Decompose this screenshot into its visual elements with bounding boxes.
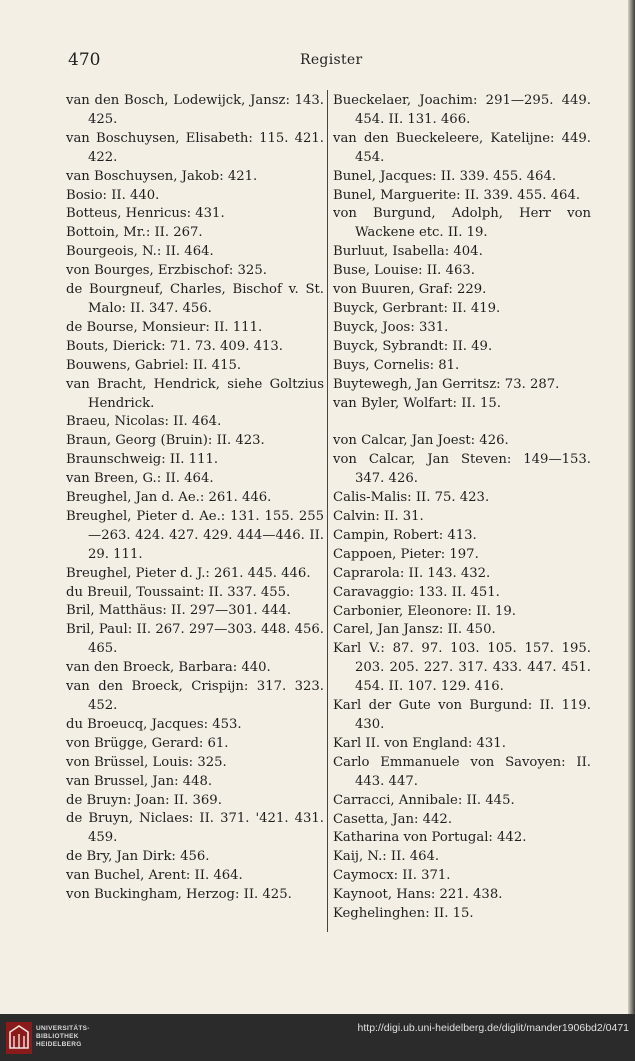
index-entry: Breughel, Pieter d. Ae.: 131. 155. 255—263. 424. 427. 429. 444—446. II. 29. 111. xyxy=(66,508,324,562)
index-entry: Bunel, Marguerite: II. 339. 455. 464. xyxy=(333,187,581,203)
index-entry: van den Bueckeleere, Katelijne: 449. 454. xyxy=(333,130,591,165)
index-entry: Burluut, Isabella: 404. xyxy=(333,244,483,260)
index-entry: Braun, Georg (Bruin): II. 423. xyxy=(66,433,265,449)
letter-gap xyxy=(333,413,591,432)
index-entry: Buytewegh, Jan Gerritsz: 73. 287. xyxy=(333,376,560,392)
index-entry: Carel, Jan Jansz: II. 450. xyxy=(333,622,496,638)
index-entry: de Bourgneuf, Charles, Bischof v. St. Malo: II. 347. 456. xyxy=(66,282,324,316)
library-name: UNIVERSITÄTS- BIBLIOTHEK HEIDELBERG xyxy=(36,1025,90,1048)
index-column-left xyxy=(66,92,324,905)
index-entry: Cappoen, Pieter: 197. xyxy=(333,546,479,562)
index-entry: Breughel, Jan d. Ae.: 261. 446. xyxy=(66,490,272,506)
index-entry: Calvin: II. 31. xyxy=(333,509,424,525)
index-entry: Buse, Louise: II. 463. xyxy=(333,263,475,279)
index-entry: Bril, Paul: II. 267. 297—303. 448. 456. 465. xyxy=(66,622,324,657)
index-entry: Buyck, Sybrandt: II. 49. xyxy=(333,338,493,354)
index-entry: van den Bosch, Lodewijck, Jansz: 143. 425. xyxy=(66,93,324,127)
index-entry: Karl V.: 87. 97. 103. 105. 157. 195. 203. 205. 227. 317. 433. 447. 451. 454. II. 107. 129. 416. xyxy=(333,641,591,695)
index-entry: Casetta, Jan: 442. xyxy=(333,811,453,827)
index-entry: Keghelinghen: II. 15. xyxy=(333,906,474,922)
running-head: Register xyxy=(300,52,363,68)
index-entry: Katharina von Portugal: 442. xyxy=(333,830,527,846)
index-entry: van Boschuysen, Jakob: 421. xyxy=(66,168,258,184)
index-entry: Buyck, Gerbrant: II. 419. xyxy=(333,300,501,316)
index-entry: von Calcar, Jan Steven: 149—153. 347. 426. xyxy=(333,452,591,487)
index-entry: du Breuil, Toussaint: II. 337. 455. xyxy=(66,584,291,600)
index-entry: Bueckelaer, Joachim: 291—295. 449. 454. II. 131. 466. xyxy=(333,93,591,127)
index-entry: van Brussel, Jan: 448. xyxy=(66,773,213,789)
index-entry: Bosio: II. 440. xyxy=(66,187,160,203)
index-entry: Bril, Matthäus: II. 297—301. 444. xyxy=(66,603,292,619)
index-entry: de Bruyn: Joan: II. 369. xyxy=(66,792,222,808)
index-entry: Bouts, Dierick: 71. 73. 409. 413. xyxy=(66,338,283,354)
index-entry: Buys, Cornelis: 81. xyxy=(333,357,460,373)
index-entry: von Buuren, Graf: 229. xyxy=(333,282,487,298)
index-entry: Buyck, Joos: 331. xyxy=(333,319,449,335)
index-entry: von Calcar, Jan Joest: 426. xyxy=(333,433,509,449)
index-entry: Caymocx: II. 371. xyxy=(333,868,451,884)
index-entry: von Brügge, Gerard: 61. xyxy=(66,735,229,751)
index-entry: van Bracht, Hendrick, siehe Goltzius Hendrick. xyxy=(66,376,324,411)
index-entry: van Breen, G.: II. 464. xyxy=(66,471,214,487)
index-entry: Calis-Malis: II. 75. 423. xyxy=(333,490,490,506)
index-entry: Botteus, Henricus: 431. xyxy=(66,206,225,222)
index-entry: Carracci, Annibale: II. 445. xyxy=(333,792,515,808)
column-divider xyxy=(327,90,328,932)
page-edge xyxy=(628,0,635,1014)
index-entry: Caravaggio: 133. II. 451. xyxy=(333,584,500,600)
page-header xyxy=(0,50,630,74)
index-entry: de Bry, Jan Dirk: 456. xyxy=(66,849,210,865)
index-entry: Campin, Robert: 413. xyxy=(333,527,477,543)
source-url[interactable]: http://digi.ub.uni-heidelberg.de/diglit/mander1906bd2/0471 xyxy=(357,1022,629,1034)
index-entry: von Buckingham, Herzog: II. 425. xyxy=(66,887,292,903)
index-column-right xyxy=(333,92,591,924)
index-entry: Bouwens, Gabriel: II. 415. xyxy=(66,357,242,373)
index-entry: Bottoin, Mr.: II. 267. xyxy=(66,225,203,241)
index-entry: Kaij, N.: II. 464. xyxy=(333,849,440,865)
index-entry: Karl der Gute von Burgund: II. 119. 430. xyxy=(333,698,591,732)
index-entry: Braeu, Nicolas: II. 464. xyxy=(66,414,222,430)
index-entry: Breughel, Pieter d. J.: 261. 445. 446. xyxy=(66,565,311,581)
index-entry: Bunel, Jacques: II. 339. 455. 464. xyxy=(333,168,557,184)
index-entry: van Buchel, Arent: II. 464. xyxy=(66,868,243,884)
index-entry: van den Broeck, Barbara: 440. xyxy=(66,660,271,676)
library-logo-icon xyxy=(6,1022,32,1054)
index-entry: Bourgeois, N.: II. 464. xyxy=(66,244,214,260)
page-number: 470 xyxy=(68,50,101,70)
index-entry: von Brüssel, Louis: 325. xyxy=(66,754,227,770)
index-entry: de Bourse, Monsieur: II. 111. xyxy=(66,319,263,335)
index-entry: Kaynoot, Hans: 221. 438. xyxy=(333,887,503,903)
index-entry: van den Broeck, Crispijn: 317. 323. 452. xyxy=(66,679,324,713)
index-entry: du Broeucq, Jacques: 453. xyxy=(66,716,242,732)
index-entry: von Bourges, Erzbischof: 325. xyxy=(66,263,267,279)
index-entry: de Bruyn, Niclaes: II. 371. '421. 431. 459. xyxy=(66,811,324,846)
index-entry: van Boschuysen, Elisabeth: 115. 421. 422. xyxy=(66,130,324,165)
index-entry: Karl II. von England: 431. xyxy=(333,735,506,751)
index-entry: Braunschweig: II. 111. xyxy=(66,452,219,468)
footer-bar xyxy=(0,1014,635,1061)
index-entry: Carbonier, Eleonore: II. 19. xyxy=(333,603,516,619)
index-entry: van Byler, Wolfart: II. 15. xyxy=(333,395,501,411)
index-entry: von Burgund, Adolph, Herr von Wackene etc. II. 19. xyxy=(333,206,591,241)
index-entry: Caprarola: II. 143. 432. xyxy=(333,565,491,581)
index-entry: Carlo Emmanuele von Savoyen: II. 443. 447. xyxy=(333,754,591,789)
